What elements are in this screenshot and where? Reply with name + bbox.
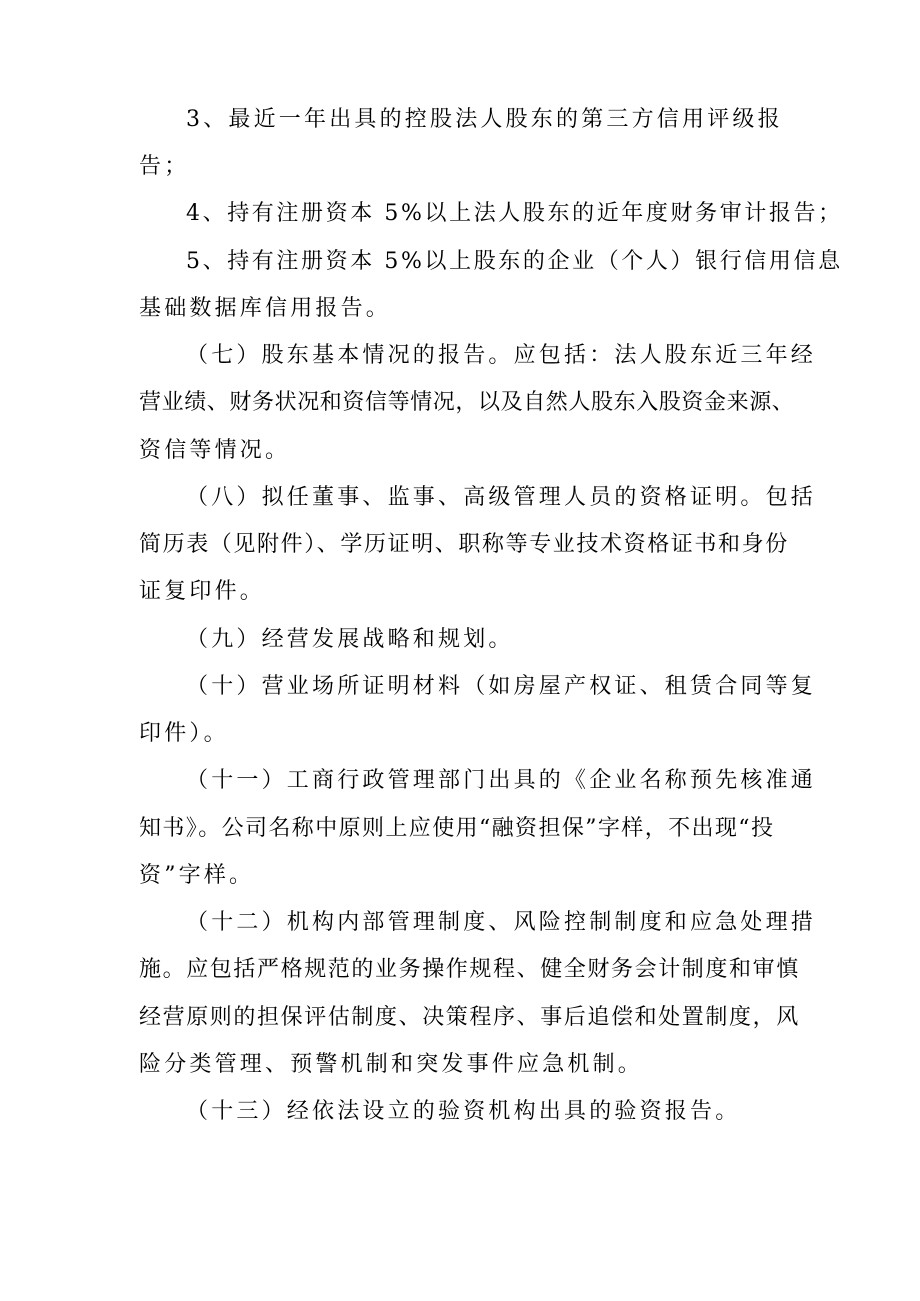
section-11-line-3: 资”字样。 — [139, 863, 255, 888]
section-7-line-2: 营业绩、财务状况和资信等情况，以及自然人股东入股资金来源、 — [139, 390, 795, 415]
section-8-line-3: 证复印件。 — [139, 579, 266, 604]
section-13-line-1: （十三）经依法设立的验资机构出具的验资报告。 — [186, 1099, 741, 1124]
item-3-line-2: 告； — [139, 154, 190, 179]
item-3-line-1: 3、最近一年出具的控股法人股东的第三方信用评级报 — [186, 107, 783, 132]
section-8-line-2: 简历表（见附件）、学历证明、职称等专业技术资格证书和身份 — [139, 532, 789, 557]
section-9-line-1: （九）经营发展战略和规划。 — [186, 627, 514, 652]
section-12-line-4: 险分类管理、预警机制和突发事件应急机制。 — [139, 1052, 644, 1077]
section-7-line-3: 资信等情况。 — [139, 438, 291, 463]
section-8-line-1: （八）拟任董事、监事、高级管理人员的资格证明。包括 — [186, 485, 817, 510]
section-12-line-3: 经营原则的担保评估制度、决策程序、事后追偿和处置制度，风 — [139, 1005, 800, 1030]
section-10-line-1: （十）营业场所证明材料（如房屋产权证、租赁合同等复 — [186, 674, 817, 699]
section-11-line-1: （十一）工商行政管理部门出具的《企业名称预先核准通 — [186, 768, 817, 793]
section-12-line-1: （十二）机构内部管理制度、风险控制制度和应急处理措 — [186, 910, 817, 935]
section-7-line-1: （七）股东基本情况的报告。应包括：法人股东近三年经 — [186, 343, 817, 368]
item-5-line-1: 5、持有注册资本 5%以上股东的企业（个人）银行信用信息 — [186, 249, 843, 274]
section-10-line-2: 印件）。 — [139, 721, 229, 746]
section-12-line-2: 施。应包括严格规范的业务操作规程、健全财务会计制度和审慎 — [139, 957, 800, 982]
section-11-line-2: 知书》。公司名称中原则上应使用“融资担保”字样，不出现“投 — [139, 816, 775, 841]
item-5-line-2: 基础数据库信用报告。 — [139, 296, 392, 321]
item-4-line-1: 4、持有注册资本 5%以上法人股东的近年度财务审计报告； — [186, 201, 843, 226]
